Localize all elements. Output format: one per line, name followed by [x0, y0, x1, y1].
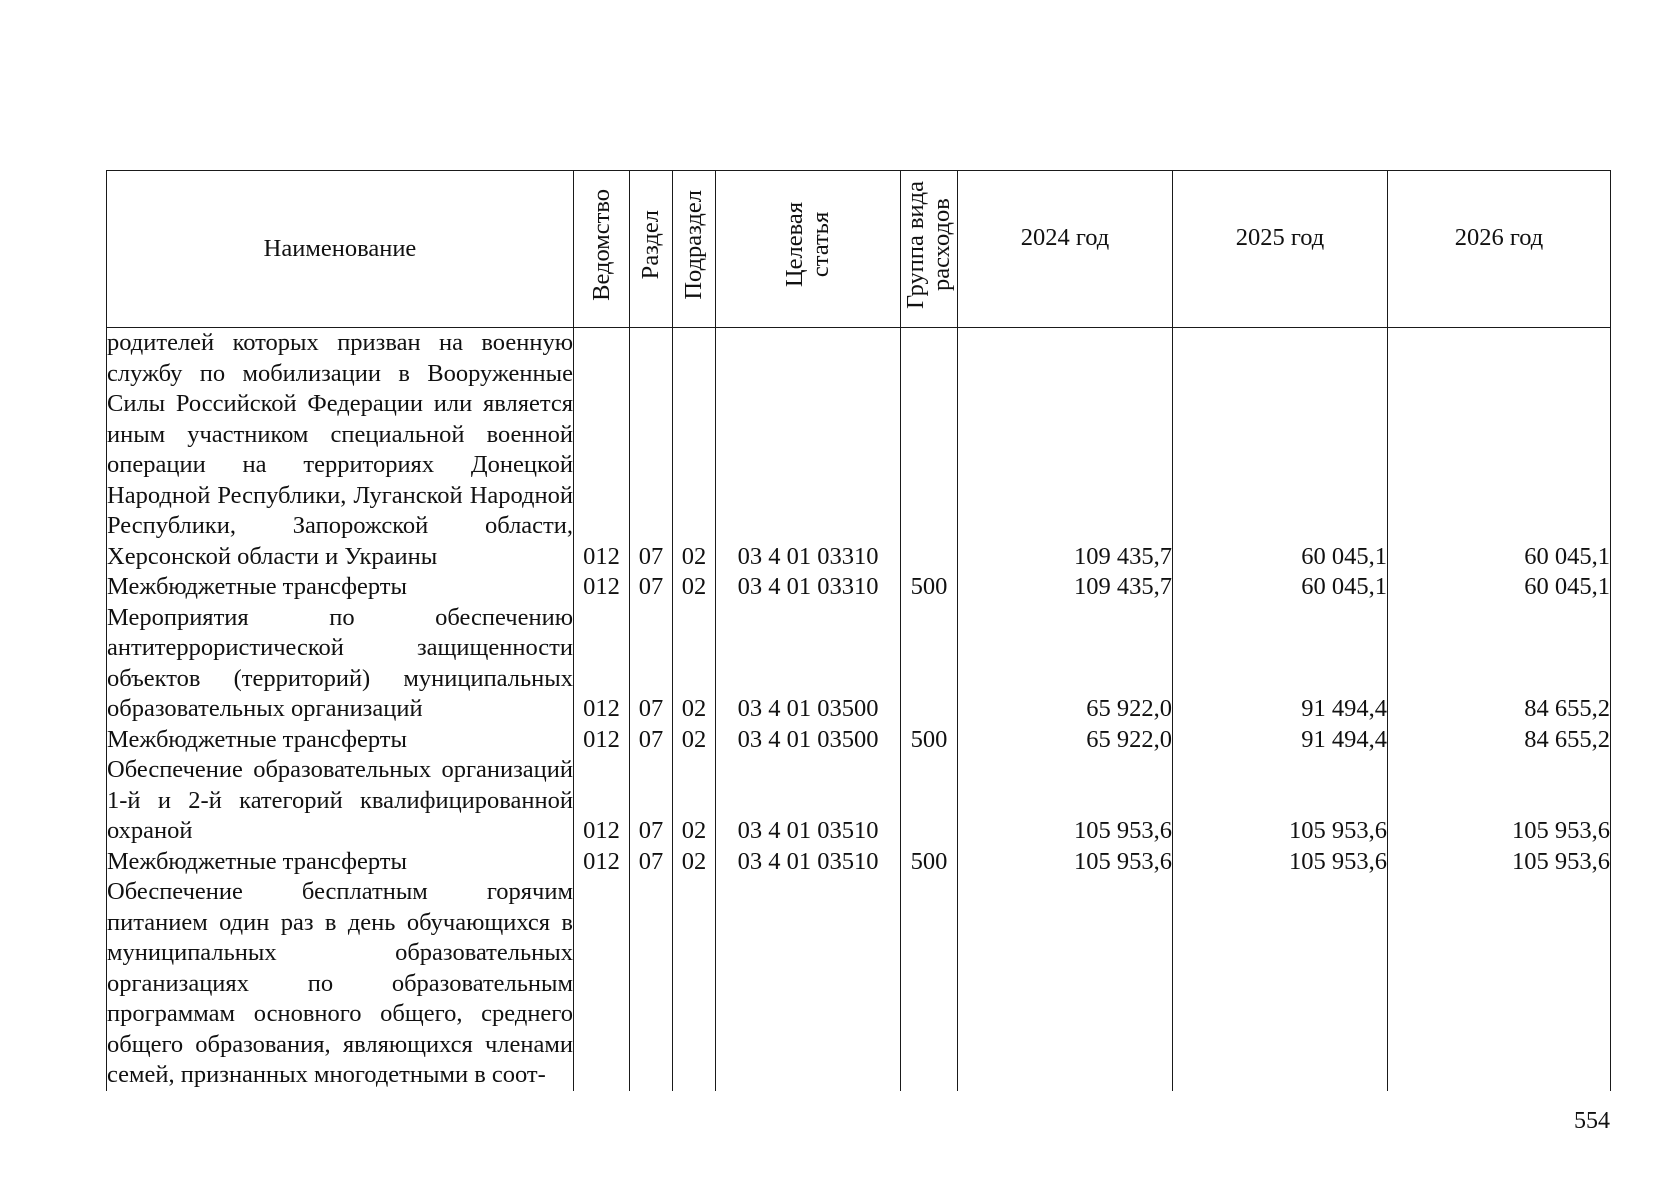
row-name: Мероприятия по обеспечению антитеррористической защищенности объектов (территорий) муниципальных образовательных организаций — [107, 603, 574, 725]
header-expense-group: Группа вида расходов — [901, 171, 958, 328]
row-expense-group — [901, 877, 958, 1091]
table-header-row — [107, 171, 1611, 328]
row-podrazdel: 02 — [673, 603, 716, 725]
row-value-2026: 60 045,1 — [1388, 572, 1611, 603]
row-value-2026: 60 045,1 — [1388, 328, 1611, 573]
row-podrazdel: 02 — [673, 725, 716, 756]
row-razdel: 07 — [630, 603, 673, 725]
page-number: 554 — [1574, 1108, 1610, 1134]
row-value-2024: 65 922,0 — [958, 603, 1173, 725]
row-name: Обеспечение бесплатным горячим питанием один раз в день обучающихся в муниципальных образовательных организациях по образовательным программам основного общего, среднего общего образования, являющихся членами семей, признанных многодетными в соот- — [107, 877, 574, 1091]
row-name: Межбюджетные трансферты — [107, 572, 574, 603]
row-target-article: 03 4 01 03500 — [716, 725, 901, 756]
row-value-2025 — [1173, 877, 1388, 1091]
row-value-2024: 105 953,6 — [958, 847, 1173, 878]
row-value-2025: 91 494,4 — [1173, 725, 1388, 756]
row-razdel: 07 — [630, 572, 673, 603]
row-vedomstvo — [574, 877, 630, 1091]
header-year-2024: 2024 год — [958, 171, 1173, 328]
row-target-article: 03 4 01 03500 — [716, 603, 901, 725]
row-value-2024: 65 922,0 — [958, 725, 1173, 756]
row-value-2025: 105 953,6 — [1173, 847, 1388, 878]
row-razdel: 07 — [630, 328, 673, 573]
row-value-2024: 109 435,7 — [958, 572, 1173, 603]
table-row — [107, 725, 1611, 756]
row-podrazdel: 02 — [673, 572, 716, 603]
row-expense-group — [901, 603, 958, 725]
row-podrazdel: 02 — [673, 328, 716, 573]
row-expense-group — [901, 328, 958, 573]
header-vedomstvo: Ведомство — [574, 171, 630, 328]
budget-table — [106, 170, 1611, 1091]
header-year-2026: 2026 год — [1388, 171, 1611, 328]
table-row — [107, 603, 1611, 725]
header-podrazdel: Подраздел — [673, 171, 716, 328]
row-podrazdel: 02 — [673, 755, 716, 847]
row-expense-group: 500 — [901, 572, 958, 603]
row-vedomstvo: 012 — [574, 725, 630, 756]
table-row — [107, 877, 1611, 1091]
table-row — [107, 847, 1611, 878]
row-value-2026: 105 953,6 — [1388, 847, 1611, 878]
row-razdel — [630, 877, 673, 1091]
row-expense-group: 500 — [901, 847, 958, 878]
row-vedomstvo: 012 — [574, 328, 630, 573]
row-name: Межбюджетные трансферты — [107, 725, 574, 756]
header-target-article: Целевая статья — [716, 171, 901, 328]
row-value-2025: 60 045,1 — [1173, 328, 1388, 573]
row-target-article: 03 4 01 03310 — [716, 572, 901, 603]
row-target-article: 03 4 01 03510 — [716, 755, 901, 847]
row-vedomstvo: 012 — [574, 572, 630, 603]
row-value-2024: 109 435,7 — [958, 328, 1173, 573]
row-name: Обеспечение образовательных организаций 1-й и 2-й категорий квалифицированной охраной — [107, 755, 574, 847]
row-value-2025: 105 953,6 — [1173, 755, 1388, 847]
header-year-2025: 2025 год — [1173, 171, 1388, 328]
row-value-2026: 84 655,2 — [1388, 603, 1611, 725]
row-value-2024: 105 953,6 — [958, 755, 1173, 847]
table-row — [107, 328, 1611, 573]
row-podrazdel — [673, 877, 716, 1091]
header-name: Наименование — [107, 171, 574, 328]
row-target-article: 03 4 01 03510 — [716, 847, 901, 878]
row-value-2026: 84 655,2 — [1388, 725, 1611, 756]
row-value-2025: 60 045,1 — [1173, 572, 1388, 603]
row-value-2025: 91 494,4 — [1173, 603, 1388, 725]
row-value-2026: 105 953,6 — [1388, 755, 1611, 847]
row-podrazdel: 02 — [673, 847, 716, 878]
header-razdel: Раздел — [630, 171, 673, 328]
row-name: родителей которых призван на военную службу по мобилизации в Вооруженные Силы Российской Федерации или является иным участником специальной военной операции на территориях Донецкой Народной Республики, Луганской Народной Республики, Запорожской области, Херсонской области и Украины — [107, 328, 574, 573]
row-target-article: 03 4 01 03310 — [716, 328, 901, 573]
row-expense-group: 500 — [901, 725, 958, 756]
row-value-2024 — [958, 877, 1173, 1091]
row-expense-group — [901, 755, 958, 847]
row-razdel: 07 — [630, 847, 673, 878]
row-razdel: 07 — [630, 755, 673, 847]
row-value-2026 — [1388, 877, 1611, 1091]
row-target-article — [716, 877, 901, 1091]
table-row — [107, 572, 1611, 603]
table-row — [107, 755, 1611, 847]
row-razdel: 07 — [630, 725, 673, 756]
row-vedomstvo: 012 — [574, 603, 630, 725]
row-vedomstvo: 012 — [574, 847, 630, 878]
row-vedomstvo: 012 — [574, 755, 630, 847]
row-name: Межбюджетные трансферты — [107, 847, 574, 878]
